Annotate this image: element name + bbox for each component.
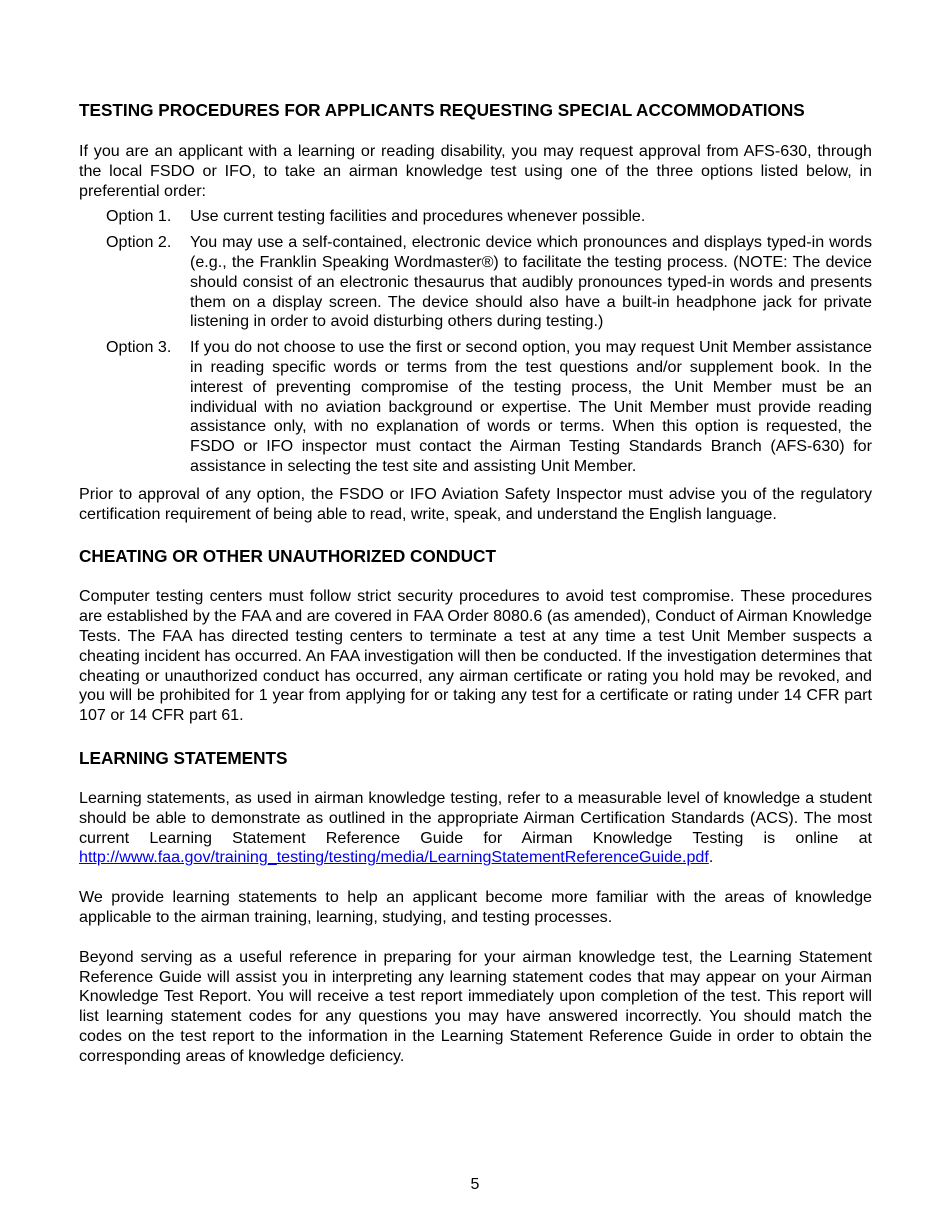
- option-label: Option 3.: [106, 338, 172, 357]
- cheating-body: Computer testing centers must follow strict security procedures to avoid test compromise. These procedures are established by the FAA and are covered in FAA Order 8080.6 (as amended), Conduct of Airman Knowledge Tests. The FAA has directed testing centers to terminate a test at any time a test Unit Member suspects a cheating incident has occurred. An FAA investigation will then be conducted. If the investigation determines that cheating or unauthorized conduct has occurred, any airman certificate or rating you hold may be revoked, and you will be prohibited for 1 year from applying for or taking any test for a certificate or rating under 14 CFR part 107 or 14 CFR part 61.: [79, 587, 872, 725]
- option-text: Use current testing facilities and procedures whenever possible.: [190, 207, 646, 226]
- option-label: Option 1.: [106, 207, 172, 226]
- page-content: [79, 99, 872, 1066]
- option-item: [79, 207, 872, 227]
- section-heading-learning-statements: LEARNING STATEMENTS: [79, 747, 288, 768]
- option-text: If you do not choose to use the first or second option, you may request Unit Member assistance in reading specific words or terms from the test questions and/or supplement book. In the interest of preventing compromise of the testing process, the Unit Member must be an individual with no aviation background or expertise. The Unit Member must provide reading assistance only, with no explanation of words or terms. When this option is requested, the FSDO or IFO inspector must contact the Airman Testing Standards Branch (AFS-630) for assistance in selecting the test site and assisting Unit Member.: [190, 338, 872, 475]
- option-item: [79, 338, 872, 477]
- option-text: You may use a self-contained, electronic device which pronounces and displays typed-in words (e.g., the Franklin Speaking Wordmaster®) to facilitate the testing process. (NOTE: The device should consist of an electronic thesaurus that audibly pronounces typed-in words and presents them on a display screen. The device should also have a built-in headphone jack for private listening in order to avoid disturbing others during testing.): [190, 233, 872, 331]
- page-number: 5: [470, 1176, 480, 1193]
- accommodations-intro: If you are an applicant with a learning or reading disability, you may request approval from AFS-630, through the local FSDO or IFO, to take an airman knowledge test using one of the three options listed below, in preferential order:: [79, 142, 872, 200]
- accommodations-closing: Prior to approval of any option, the FSDO or IFO Aviation Safety Inspector must advise you of the regulatory certification requirement of being able to read, write, speak, and understand the English language.: [79, 484, 872, 523]
- learning-statements-p1-text: Learning statements, as used in airman knowledge testing, refer to a measurable level of knowledge a student should be able to demonstrate as outlined in the appropriate Airman Certification Standards (ACS). The most current Learning Statement Reference Guide for Airman Knowledge Testing is online at: [79, 788, 872, 847]
- option-label: Option 2.: [106, 233, 172, 252]
- learning-statements-p1-end: .: [708, 848, 714, 867]
- learning-statements-p1: [79, 789, 872, 868]
- section-heading-special-accommodations: TESTING PROCEDURES FOR APPLICANTS REQUESTING SPECIAL ACCOMMODATIONS: [79, 100, 805, 120]
- option-item: [79, 233, 872, 332]
- learning-statements-p2: We provide learning statements to help an applicant become more familiar with the areas of knowledge applicable to the airman training, learning, studying, and testing processes.: [79, 888, 872, 926]
- section-heading-cheating: CHEATING OR OTHER UNAUTHORIZED CONDUCT: [79, 546, 496, 567]
- reference-guide-link[interactable]: http://www.faa.gov/training_testing/testing/media/LearningStatementReferenceGuide.pdf: [79, 848, 709, 867]
- learning-statements-p3: Beyond serving as a useful reference in preparing for your airman knowledge test, the Learning Statement Reference Guide will assist you in interpreting any learning statement codes that may appear on your Airman Knowledge Test Report. You will receive a test report immediately upon completion of the test. This report will list learning statement codes for any questions you may have answered incorrectly. You should match the codes on the test report to the information in the Learning Statement Reference Guide in order to obtain the corresponding areas of knowledge deficiency.: [79, 947, 872, 1065]
